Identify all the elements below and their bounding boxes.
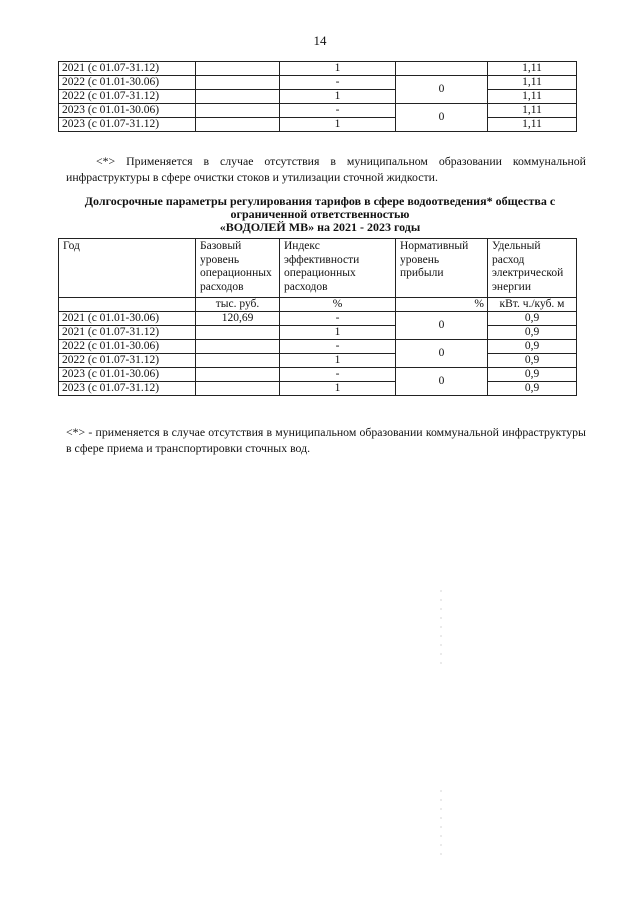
cell-period: 2021 (с 01.01-30.06) [59,312,196,326]
cell-energy: 0,9 [488,312,577,326]
table-row [59,118,577,132]
header-energy: Удельный расход электрической энергии [488,239,577,298]
cell-period: 2023 (с 01.07-31.12) [59,382,196,396]
cell-norm [396,62,488,76]
cell-energy: 1,11 [488,118,577,132]
cell-period: 2021 (с 01.07-31.12) [59,62,196,76]
table-row [59,368,577,382]
table-row [59,340,577,354]
cell-energy: 0,9 [488,354,577,368]
cell-index: - [280,312,396,326]
header-base: Базовый уровень операционных расходов [196,239,280,298]
cell-base [196,104,280,118]
cell-energy: 1,11 [488,62,577,76]
page-number: 14 [313,33,327,48]
cell-index: 1 [280,118,396,132]
cell-index: 1 [280,354,396,368]
table-units-row [59,298,577,312]
unit-base: тыс. руб. [196,298,280,312]
unit-year [59,298,196,312]
cell-index: 1 [280,382,396,396]
table-row [59,354,577,368]
header-index: Индекс эффективности операционных расходов [280,239,396,298]
cell-energy: 0,9 [488,382,577,396]
heading-line: ограниченной ответственностью [230,207,410,221]
scan-artifact [440,590,442,670]
cell-norm: 0 [396,76,488,104]
cell-base [196,76,280,90]
table-row [59,76,577,90]
table-row [59,326,577,340]
cell-period: 2022 (с 01.07-31.12) [59,90,196,104]
cell-period: 2022 (с 01.01-30.06) [59,340,196,354]
cell-index: - [280,76,396,90]
cell-energy: 0,9 [488,340,577,354]
cell-energy: 1,11 [488,76,577,90]
table-top [58,61,577,132]
table-header-row [59,239,577,298]
cell-period: 2022 (с 01.01-30.06) [59,76,196,90]
cell-norm: 0 [396,104,488,132]
table-row [59,90,577,104]
table-row [59,104,577,118]
cell-base [196,382,280,396]
heading-line: Долгосрочные параметры регулирования тарифов в сфере водоотведения* общества с [84,194,556,208]
cell-period: 2022 (с 01.07-31.12) [59,354,196,368]
cell-energy: 0,9 [488,326,577,340]
cell-period: 2023 (с 01.01-30.06) [59,368,196,382]
table-row [59,312,577,326]
cell-index: - [280,368,396,382]
table-main [58,238,577,396]
cell-norm: 0 [396,340,488,368]
unit-norm: % [396,298,488,312]
unit-index: % [280,298,396,312]
cell-period: 2023 (с 01.07-31.12) [59,118,196,132]
header-year: Год [59,239,196,298]
cell-energy: 1,11 [488,104,577,118]
cell-energy: 0,9 [488,368,577,382]
cell-index: - [280,340,396,354]
cell-norm: 0 [396,312,488,340]
unit-energy: кВт. ч./куб. м [488,298,577,312]
cell-base [196,118,280,132]
cell-base [196,340,280,354]
cell-period: 2021 (с 01.07-31.12) [59,326,196,340]
footnote-sewage-transport: <*> - применяется в случае отсутствия в муниципальном образовании коммунальной инфраструктуры в сфере приема и транспортировки сточных вод. [66,425,586,455]
cell-index: 1 [280,326,396,340]
scan-artifact [440,790,442,860]
cell-base: 120,69 [196,312,280,326]
footnote-sewage-treatment: <*> Применяется в случае отсутствия в муниципальном образовании коммунальной инфраструктуры в сфере очистки стоков и утилизации сточной жидкости. [66,154,586,184]
cell-base [196,326,280,340]
cell-period: 2023 (с 01.01-30.06) [59,104,196,118]
cell-base [196,354,280,368]
cell-energy: 1,11 [488,90,577,104]
cell-base [196,90,280,104]
cell-index: - [280,104,396,118]
cell-base [196,368,280,382]
cell-index: 1 [280,90,396,104]
cell-norm: 0 [396,368,488,396]
table-row [59,62,577,76]
cell-index: 1 [280,62,396,76]
cell-base [196,62,280,76]
table-row [59,382,577,396]
header-norm: Нормативный уровень прибыли [396,239,488,298]
section-heading [60,195,580,234]
heading-line: «ВОДОЛЕЙ МВ» на 2021 - 2023 годы [219,220,421,234]
